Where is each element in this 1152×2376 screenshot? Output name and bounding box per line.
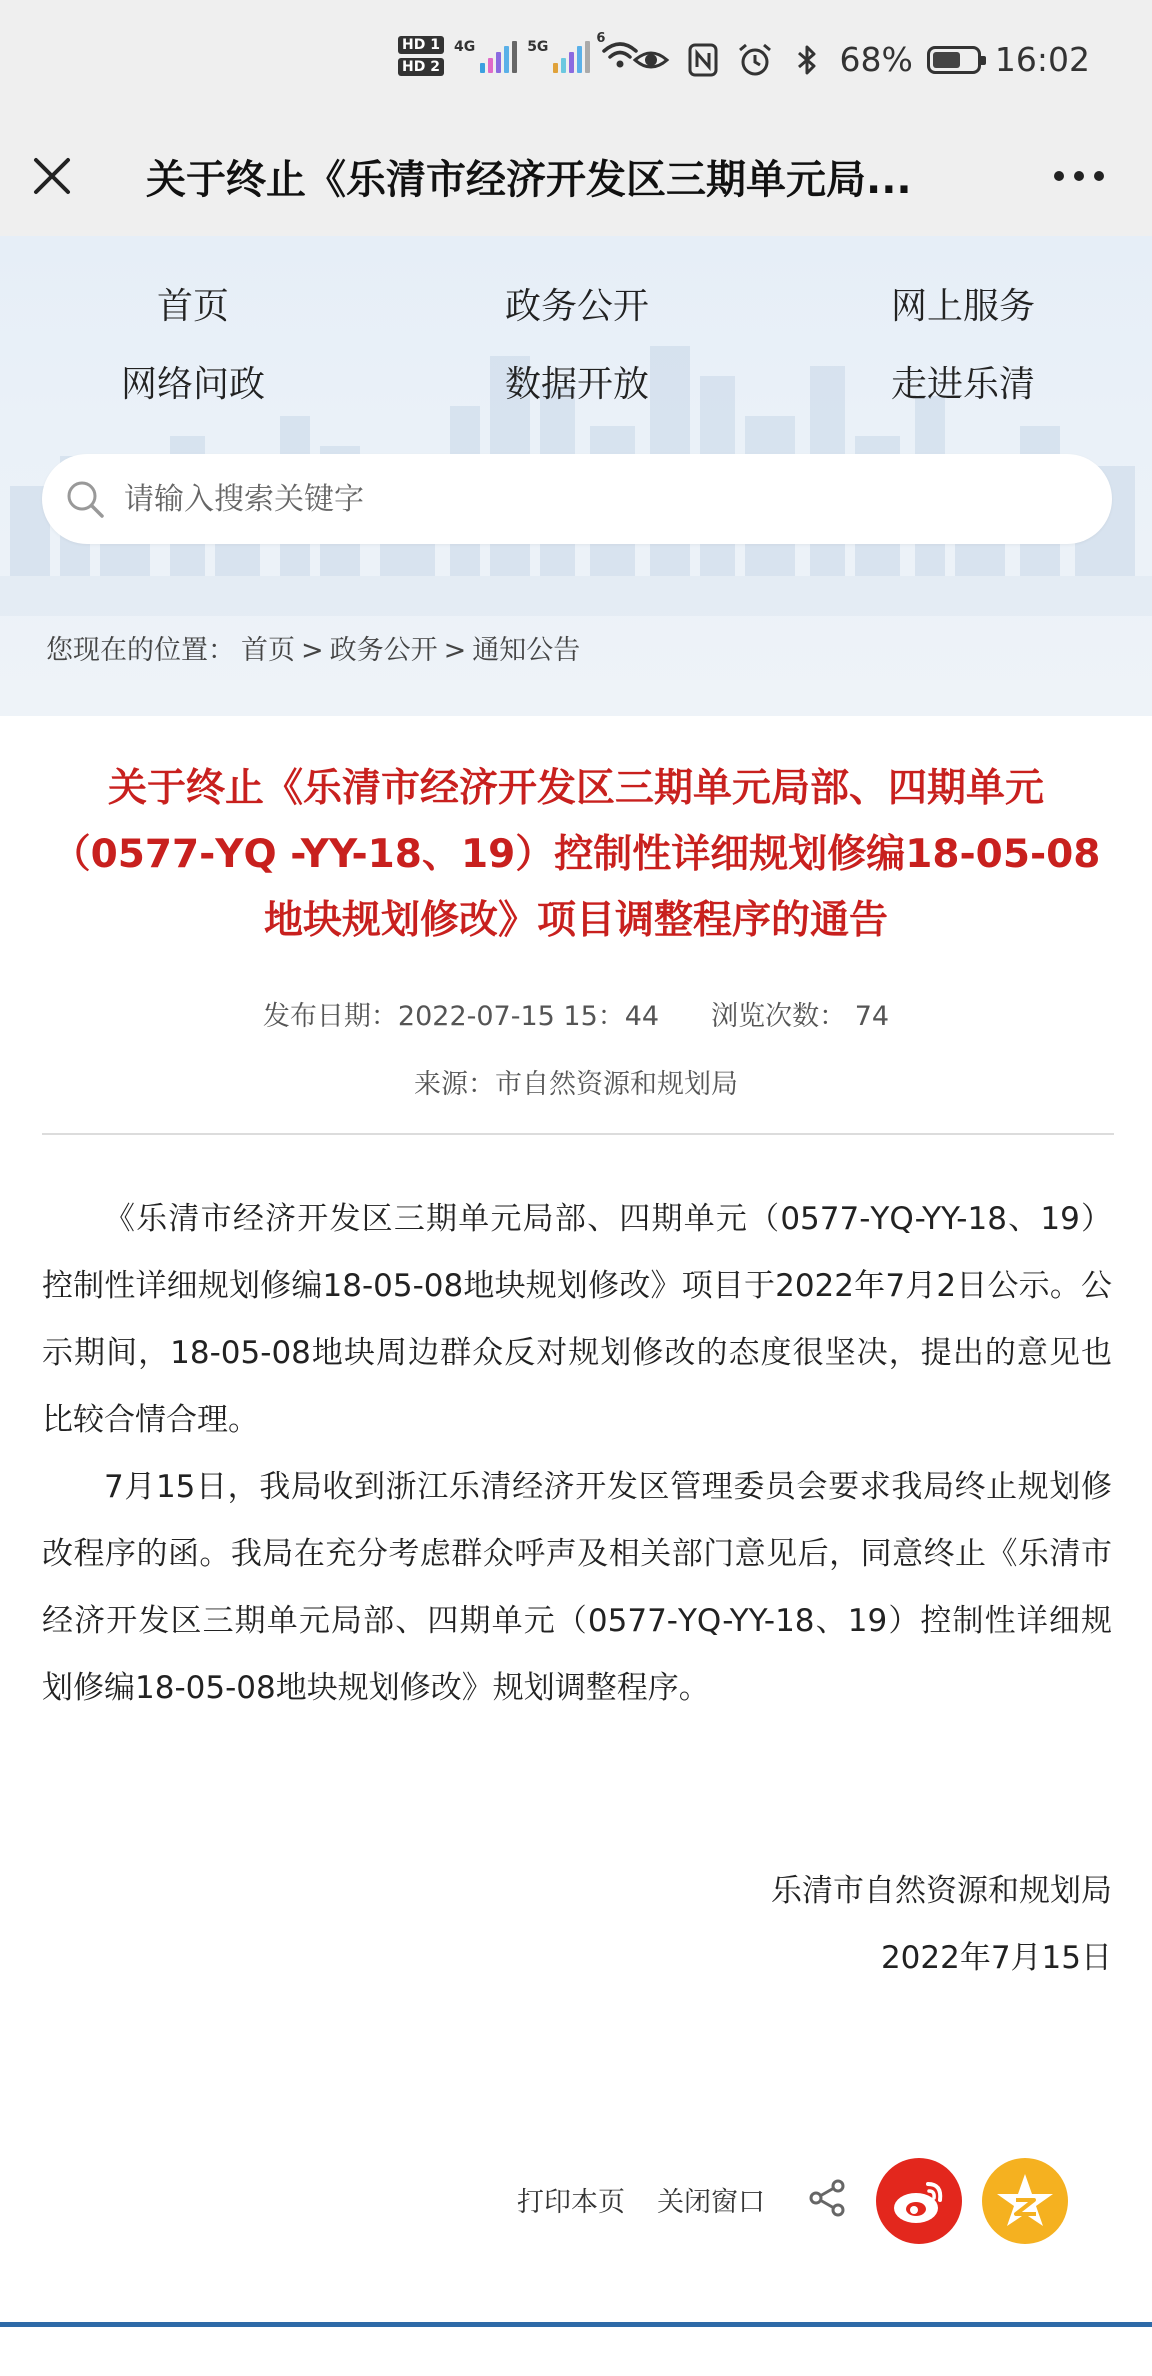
print-page-link[interactable]: 打印本页: [517, 2187, 625, 2218]
signature-org: 乐清市自然资源和规划局: [771, 1873, 1112, 1909]
article-source: 来源：市自然资源和规划局: [414, 1069, 738, 1100]
qzone-star-icon: [982, 2158, 1068, 2244]
breadcrumb-item-notices[interactable]: 通知公告: [472, 635, 581, 666]
article-paragraph: 7月15日，我局收到浙江乐清经济开发区管理委员会要求我局终止规划修改程序的函。我局在充分考虑群众呼声及相关部门意见后，同意终止《乐清市经济开发区三期单元局部、四期单元（0577-YQ-YY-18、19）控制性详细规划修编18-05-08地块规划修改》规划调整程序。: [42, 1469, 1112, 1706]
hd-icons: [398, 36, 444, 76]
status-left-icons: [398, 31, 640, 76]
net2-label: 5G: [527, 39, 549, 55]
signal-4g-icon: [454, 39, 517, 73]
nav-item-home[interactable]: 首页: [156, 286, 230, 327]
breadcrumb: [46, 628, 586, 667]
app-bar: [0, 130, 1152, 236]
hd1-icon: HD 1: [398, 36, 444, 54]
views-label: 浏览次数：: [711, 1001, 847, 1032]
site-header-banner: [0, 236, 1152, 716]
hd2-icon: HD 2: [398, 58, 444, 76]
breadcrumb-sep: >: [443, 635, 467, 666]
views-count: 74: [854, 1001, 890, 1032]
bluetooth-icon: [788, 41, 826, 79]
wifi-num: 6: [596, 31, 606, 46]
article-meta: [0, 994, 1152, 1033]
status-right-icons: [632, 40, 1090, 79]
article-body: [42, 1186, 1112, 1722]
nav-item-open-data[interactable]: 数据开放: [504, 364, 650, 405]
nfc-icon: [684, 41, 722, 79]
weibo-share-button[interactable]: [876, 2158, 962, 2244]
search-icon[interactable]: [64, 478, 106, 520]
divider: [42, 1133, 1114, 1135]
signal-5g-icon: [527, 39, 590, 73]
breadcrumb-item-home[interactable]: 首页: [241, 635, 295, 666]
breadcrumb-prefix: 您现在的位置：: [46, 635, 235, 666]
article-paragraph: 《乐清市经济开发区三期单元局部、四期单元（0577-YQ-YY-18、19）控制性详细规划修编18-05-08地块规划修改》项目于2022年7月2日公示。公示期间，18-05-08地块周边群众反对规划修改的态度很坚决，提出的意见也比较合情合理。: [42, 1201, 1112, 1438]
search-input[interactable]: [124, 454, 1084, 544]
search-bar: [42, 454, 1112, 544]
net1-label: 4G: [453, 39, 476, 55]
share-icon[interactable]: [806, 2176, 850, 2220]
article-signature: [771, 1858, 1112, 1992]
battery-percent: 68%: [839, 40, 913, 79]
nav-item-online-service[interactable]: 网上服务: [890, 286, 1036, 327]
signature-date: 2022年7月15日: [880, 1940, 1112, 1976]
publish-date: 发布日期：2022-07-15 15：44: [262, 1001, 660, 1032]
article-tools: [0, 2150, 1152, 2250]
bottom-border: [0, 2322, 1152, 2327]
eye-icon: [632, 41, 670, 79]
page-title: 关于终止《乐清市经济开发区三期单元局...: [146, 157, 912, 203]
weibo-icon: [876, 2158, 962, 2244]
nav-item-about-yueqing[interactable]: 走进乐清: [890, 364, 1036, 405]
nav-item-gov-affairs[interactable]: 政务公开: [504, 286, 650, 327]
battery-icon: [927, 46, 981, 74]
breadcrumb-sep: >: [301, 635, 324, 666]
more-menu-icon[interactable]: [1054, 164, 1108, 188]
qzone-share-button[interactable]: [982, 2158, 1068, 2244]
nav-item-online-inquiry[interactable]: 网络问政: [120, 364, 266, 405]
status-bar: [0, 0, 1152, 130]
close-icon[interactable]: [28, 152, 76, 200]
breadcrumb-item-gov-affairs[interactable]: 政务公开: [329, 635, 438, 666]
clock: 16:02: [994, 40, 1090, 79]
alarm-icon: [736, 41, 774, 79]
close-window-link[interactable]: 关闭窗口: [657, 2187, 765, 2218]
article-title: 关于终止《乐清市经济开发区三期单元局部、四期单元（0577-YQ -YY-18、19）控制性详细规划修编18-05-08地块规划修改》项目调整程序的通告: [51, 766, 1101, 943]
